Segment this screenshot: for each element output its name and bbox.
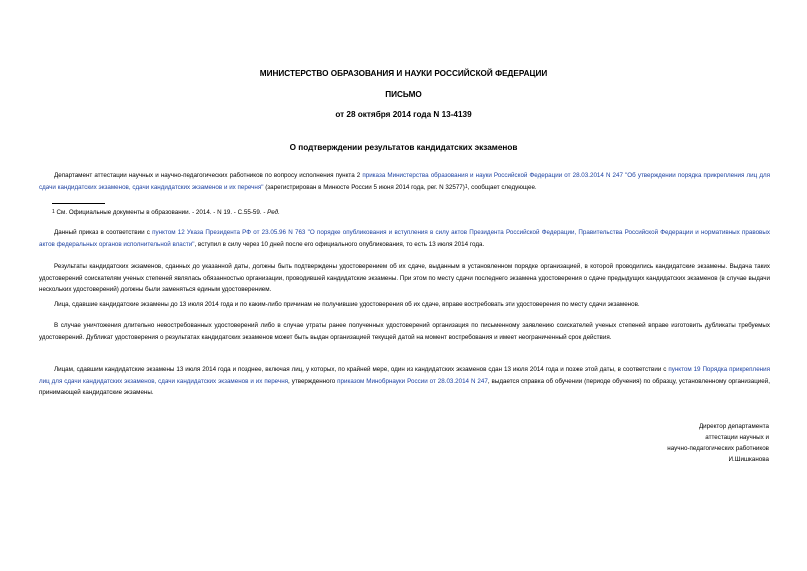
signature-name: И.Шишканова — [728, 456, 769, 463]
paragraph-2 — [39, 227, 770, 250]
paragraph-3: Результаты кандидатских экзаменов, сданных до указанной даты, должны быть подтверждены удостоверением об их сдаче, выданным в установленном порядке организацией, в которой проводились кандидатские экзамены. Выдача таких удостоверений соискателям ученых степеней являлась обязанностью организации, проводившей кандидатские экзамены. При этом по месту сдачи последнего экзамена удостоверения о сдаче предыдущих кандидатских экзаменов (в случае выдачи нескольких удостоверений) должны были заменяться единым удостоверением. — [39, 263, 770, 293]
paragraph-6-text-b: , утвержденного — [288, 377, 338, 385]
document-type: ПИСЬМО — [385, 90, 422, 99]
footnote-mark: 1 — [52, 209, 55, 215]
footnote-reference[interactable]: 1 — [464, 183, 468, 190]
paragraph-2-text-b: , вступил в силу через 10 дней после его официального опубликования, то есть 13 июля 2014 года. — [194, 240, 485, 248]
signature-position: Директор департамента — [698, 423, 769, 430]
footnote-divider — [52, 203, 105, 204]
procedure-point-19-link[interactable]: пунктом 19 Порядка прикрепления лиц для сдачи кандидатских экзаменов, сдачи кандидатских экзаменов и их перечня — [39, 366, 770, 385]
paragraph-1-text-c: , сообщает следующее. — [467, 183, 537, 191]
paragraph-5: В случае уничтожения длительно невостребованных удостоверений либо в случае утраты ранее полученных удостоверений организация по письменному заявлению соискателей ученых степеней вправе изготовить дубликаты требуемых удостоверений. Дубликат удостоверения о результатах кандидатских экзаменов может быть выдан организацией текущей датой на момент востребования и имеет неограниченный срок действия. — [39, 322, 770, 341]
document-subject: О подтверждении результатов кандидатских экзаменов — [289, 143, 518, 152]
signature-position-2: аттестации научных и — [705, 434, 769, 441]
paragraph-1-text-a: Департамент аттестации научных и научно-педагогических работников по вопросу исполнения пункта 2 — [54, 172, 363, 179]
footnote — [52, 207, 280, 218]
footnote-text: См. Официальные документы в образовании. - 2014. - N 19. - С.55-59. - — [56, 209, 268, 216]
order-247-link[interactable]: приказа Министерства образования и науки Российской Федерации от 28.03.2014 N 247 "Об утверждении порядка прикрепления лиц для сдачи кандидатских экзаменов, сдачи кандидатских экзаменов и их перечня" — [39, 172, 770, 191]
footnote-editor-note: Ред. — [267, 209, 280, 216]
decree-763-link[interactable]: пунктом 12 Указа Президента РФ от 23.05.96 N 763 "О порядке опубликования и вступления в силу актов Президента Российской Федерации, Правительства Российской Федерации и нормативных правовых актов федеральных органов исполнительной власти" — [39, 229, 770, 248]
order-247-link-2[interactable]: приказом Минобрнауки России от 28.03.2014 N 247 — [337, 377, 488, 385]
signature-block — [667, 421, 769, 465]
paragraph-1-text-b: (зарегистрирован в Минюсте России 5 июня 2014 года, рег. N 32577) — [263, 183, 465, 191]
paragraph-6-text-c: , выдается справка об обучении (периоде обучения) по образцу, установленному организацией, принимающей кандидатские экзамены. — [39, 377, 770, 396]
paragraph-1 — [39, 170, 770, 193]
paragraph-2-text-a: Данный приказ в соответствии с — [54, 229, 153, 236]
signature-position-3: научно-педагогических работников — [667, 445, 769, 452]
paragraph-4: Лица, сдавшие кандидатские экзамены до 13 июля 2014 года и по каким-либо причинам не получившие удостоверения об их сдаче, вправе востребовать эти удостоверения по месту сдачи экзаменов. — [54, 301, 640, 308]
ministry-heading: МИНИСТЕРСТВО ОБРАЗОВАНИЯ И НАУКИ РОССИЙСКОЙ ФЕДЕРАЦИИ — [259, 69, 548, 78]
document-date-number: от 28 октября 2014 года N 13-4139 — [335, 110, 472, 119]
paragraph-6-text-a: Лицам, сдавшим кандидатские экзамены 13 июля 2014 года и позднее, включая лиц, у которых, по крайней мере, один из кандидатских экзаменов сдан 13 июля 2014 года и позже этой даты, в соответствии с — [54, 366, 669, 373]
paragraph-6 — [39, 364, 770, 399]
